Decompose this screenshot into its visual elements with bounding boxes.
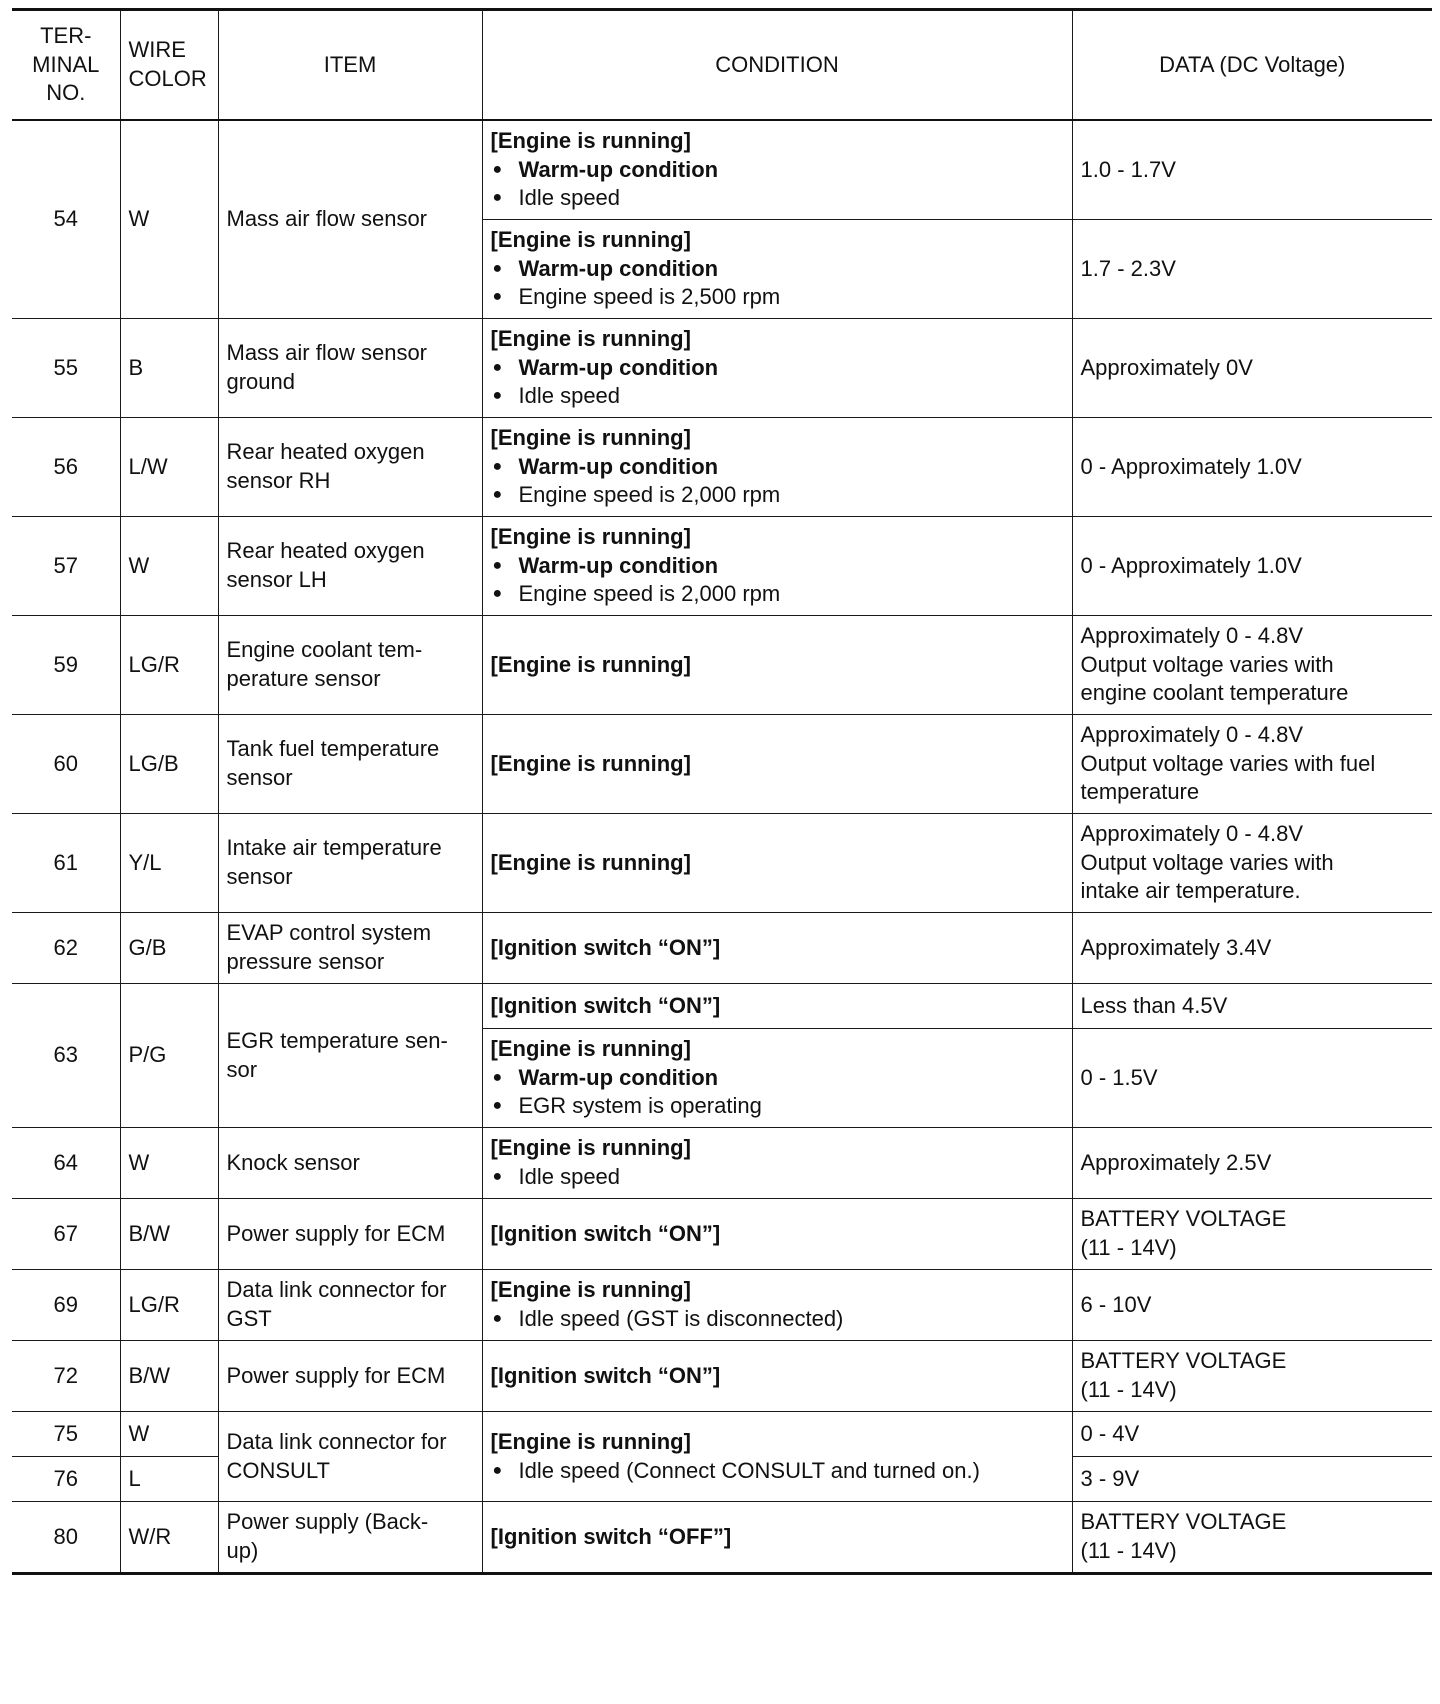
table-row <box>12 616 1432 715</box>
terminal-number: 59 <box>12 616 120 715</box>
data-voltage: 0 - Approximately 1.0V <box>1072 418 1432 517</box>
terminal-number: 76 <box>12 1457 120 1502</box>
data-voltage: 1.0 - 1.7V <box>1072 120 1432 220</box>
condition-bullet: ● Warm-up condition <box>491 255 1064 284</box>
terminal-number: 69 <box>12 1270 120 1341</box>
data-voltage: Less than 4.5V <box>1072 984 1432 1029</box>
condition-heading: [Engine is running] <box>490 326 691 352</box>
terminal-number: 55 <box>12 319 120 418</box>
item-name: Data link connector for CONSULT <box>218 1412 482 1502</box>
wire-color: W <box>120 517 218 616</box>
header-terminal: TER- MINAL NO. <box>12 10 120 121</box>
condition-heading: [Engine is running] <box>490 849 691 875</box>
item-name: Mass air flow sensor ground <box>218 319 482 418</box>
condition-heading: [Engine is running] <box>490 524 691 550</box>
condition-heading: [Engine is running] <box>490 1036 691 1062</box>
item-name: EVAP control system pressure sensor <box>218 913 482 984</box>
wire-color: Y/L <box>120 814 218 913</box>
item-name: Data link connector for GST <box>218 1270 482 1341</box>
terminal-number: 56 <box>12 418 120 517</box>
condition-cell <box>482 1502 1072 1574</box>
terminal-number: 67 <box>12 1199 120 1270</box>
data-voltage: 0 - 1.5V <box>1072 1029 1432 1128</box>
condition-bullet-list <box>491 354 1064 411</box>
header-condition: CONDITION <box>482 10 1072 121</box>
wire-color: B/W <box>120 1341 218 1412</box>
table-row <box>12 1412 1432 1457</box>
condition-bullet: ● EGR system is operating <box>491 1092 1064 1121</box>
wire-color: G/B <box>120 913 218 984</box>
table-row <box>12 1128 1432 1199</box>
wire-color: W <box>120 1412 218 1457</box>
table-row <box>12 1502 1432 1574</box>
condition-bullet-list <box>491 156 1064 213</box>
condition-cell <box>482 984 1072 1029</box>
condition-bullet: ● Engine speed is 2,000 rpm <box>491 580 1064 609</box>
terminal-number: 75 <box>12 1412 120 1457</box>
item-name: Knock sensor <box>218 1128 482 1199</box>
condition-bullet-list <box>491 1457 1064 1486</box>
condition-bullet: ● Idle speed (Connect CONSULT and turned on.) <box>491 1457 1064 1486</box>
condition-heading: [Engine is running] <box>490 750 691 776</box>
item-name: Rear heated oxygen sensor RH <box>218 418 482 517</box>
ecm-terminal-table <box>12 8 1432 1575</box>
data-voltage: Approximately 2.5V <box>1072 1128 1432 1199</box>
data-voltage: BATTERY VOLTAGE (11 - 14V) <box>1072 1341 1432 1412</box>
wire-color: B <box>120 319 218 418</box>
terminal-number: 80 <box>12 1502 120 1574</box>
table-row <box>12 1199 1432 1270</box>
table-row <box>12 984 1432 1029</box>
condition-bullet-list <box>491 1064 1064 1121</box>
data-voltage: BATTERY VOLTAGE (11 - 14V) <box>1072 1502 1432 1574</box>
wire-color: LG/R <box>120 1270 218 1341</box>
terminal-data-table-sheet <box>12 8 1432 1575</box>
condition-cell <box>482 418 1072 517</box>
wire-color: L <box>120 1457 218 1502</box>
condition-heading: [Engine is running] <box>490 227 691 253</box>
terminal-number: 62 <box>12 913 120 984</box>
table-body <box>12 120 1432 1574</box>
condition-cell <box>482 1029 1072 1128</box>
data-voltage: 0 - 4V <box>1072 1412 1432 1457</box>
table-row <box>12 517 1432 616</box>
item-name: Rear heated oxygen sensor LH <box>218 517 482 616</box>
condition-bullet: ● Warm-up condition <box>491 453 1064 482</box>
item-name: Intake air temperature sensor <box>218 814 482 913</box>
condition-heading: [Engine is running] <box>490 651 691 677</box>
condition-bullet: ● Warm-up condition <box>491 156 1064 185</box>
data-voltage: 3 - 9V <box>1072 1457 1432 1502</box>
item-name: Tank fuel temperature sensor <box>218 715 482 814</box>
item-name: Engine coolant tem- perature sensor <box>218 616 482 715</box>
wire-color: P/G <box>120 984 218 1128</box>
header-wire-color: WIRE COLOR <box>120 10 218 121</box>
header-row <box>12 10 1432 121</box>
condition-bullet: ● Warm-up condition <box>491 1064 1064 1093</box>
condition-heading: [Ignition switch “OFF”] <box>490 1523 732 1549</box>
condition-bullet: ● Idle speed <box>491 382 1064 411</box>
table-row <box>12 120 1432 220</box>
wire-color: W <box>120 1128 218 1199</box>
condition-cell <box>482 1412 1072 1502</box>
table-row <box>12 319 1432 418</box>
condition-cell <box>482 913 1072 984</box>
condition-bullet-list <box>491 453 1064 510</box>
condition-cell <box>482 1341 1072 1412</box>
table-row <box>12 715 1432 814</box>
condition-cell <box>482 319 1072 418</box>
condition-cell <box>482 120 1072 220</box>
condition-cell <box>482 814 1072 913</box>
data-voltage: Approximately 0V <box>1072 319 1432 418</box>
table-row <box>12 418 1432 517</box>
terminal-number: 60 <box>12 715 120 814</box>
terminal-number: 64 <box>12 1128 120 1199</box>
condition-bullet: ● Idle speed <box>491 1163 1064 1192</box>
data-voltage: 6 - 10V <box>1072 1270 1432 1341</box>
condition-heading: [Ignition switch “ON”] <box>490 934 721 960</box>
condition-bullet: ● Warm-up condition <box>491 354 1064 383</box>
data-voltage: Approximately 3.4V <box>1072 913 1432 984</box>
condition-bullet: ● Idle speed <box>491 184 1064 213</box>
condition-cell <box>482 715 1072 814</box>
data-voltage: 0 - Approximately 1.0V <box>1072 517 1432 616</box>
item-name: Power supply (Back- up) <box>218 1502 482 1574</box>
condition-bullet-list <box>491 255 1064 312</box>
terminal-number: 72 <box>12 1341 120 1412</box>
condition-heading: [Ignition switch “ON”] <box>490 1220 721 1246</box>
terminal-number: 54 <box>12 120 120 319</box>
terminal-number: 63 <box>12 984 120 1128</box>
condition-heading: [Engine is running] <box>490 1428 691 1454</box>
data-voltage: Approximately 0 - 4.8V Output voltage varies with engine coolant temperature <box>1072 616 1432 715</box>
item-name: EGR temperature sen- sor <box>218 984 482 1128</box>
condition-bullet: ● Warm-up condition <box>491 552 1064 581</box>
condition-heading: [Engine is running] <box>490 128 691 154</box>
item-name: Mass air flow sensor <box>218 120 482 319</box>
condition-heading: [Ignition switch “ON”] <box>490 1362 721 1388</box>
wire-color: LG/B <box>120 715 218 814</box>
header-data: DATA (DC Voltage) <box>1072 10 1432 121</box>
condition-bullet: ● Idle speed (GST is disconnected) <box>491 1305 1064 1334</box>
header-item: ITEM <box>218 10 482 121</box>
condition-bullet: ● Engine speed is 2,500 rpm <box>491 283 1064 312</box>
condition-bullet-list <box>491 1305 1064 1334</box>
data-voltage: Approximately 0 - 4.8V Output voltage varies with fuel temperature <box>1072 715 1432 814</box>
condition-bullet-list <box>491 552 1064 609</box>
condition-cell <box>482 220 1072 319</box>
terminal-number: 61 <box>12 814 120 913</box>
wire-color: W/R <box>120 1502 218 1574</box>
condition-cell <box>482 517 1072 616</box>
table-row <box>12 814 1432 913</box>
wire-color: L/W <box>120 418 218 517</box>
terminal-number: 57 <box>12 517 120 616</box>
condition-cell <box>482 616 1072 715</box>
wire-color: B/W <box>120 1199 218 1270</box>
table-row <box>12 1270 1432 1341</box>
item-name: Power supply for ECM <box>218 1199 482 1270</box>
item-name: Power supply for ECM <box>218 1341 482 1412</box>
wire-color: LG/R <box>120 616 218 715</box>
condition-heading: [Ignition switch “ON”] <box>490 992 721 1018</box>
condition-cell <box>482 1270 1072 1341</box>
data-voltage: BATTERY VOLTAGE (11 - 14V) <box>1072 1199 1432 1270</box>
condition-bullet: ● Engine speed is 2,000 rpm <box>491 481 1064 510</box>
data-voltage: Approximately 0 - 4.8V Output voltage varies with intake air temperature. <box>1072 814 1432 913</box>
condition-cell <box>482 1128 1072 1199</box>
condition-bullet-list <box>491 1163 1064 1192</box>
condition-cell <box>482 1199 1072 1270</box>
condition-heading: [Engine is running] <box>490 1277 691 1303</box>
data-voltage: 1.7 - 2.3V <box>1072 220 1432 319</box>
condition-heading: [Engine is running] <box>490 425 691 451</box>
wire-color: W <box>120 120 218 319</box>
table-row <box>12 913 1432 984</box>
table-row <box>12 1341 1432 1412</box>
condition-heading: [Engine is running] <box>490 1135 691 1161</box>
